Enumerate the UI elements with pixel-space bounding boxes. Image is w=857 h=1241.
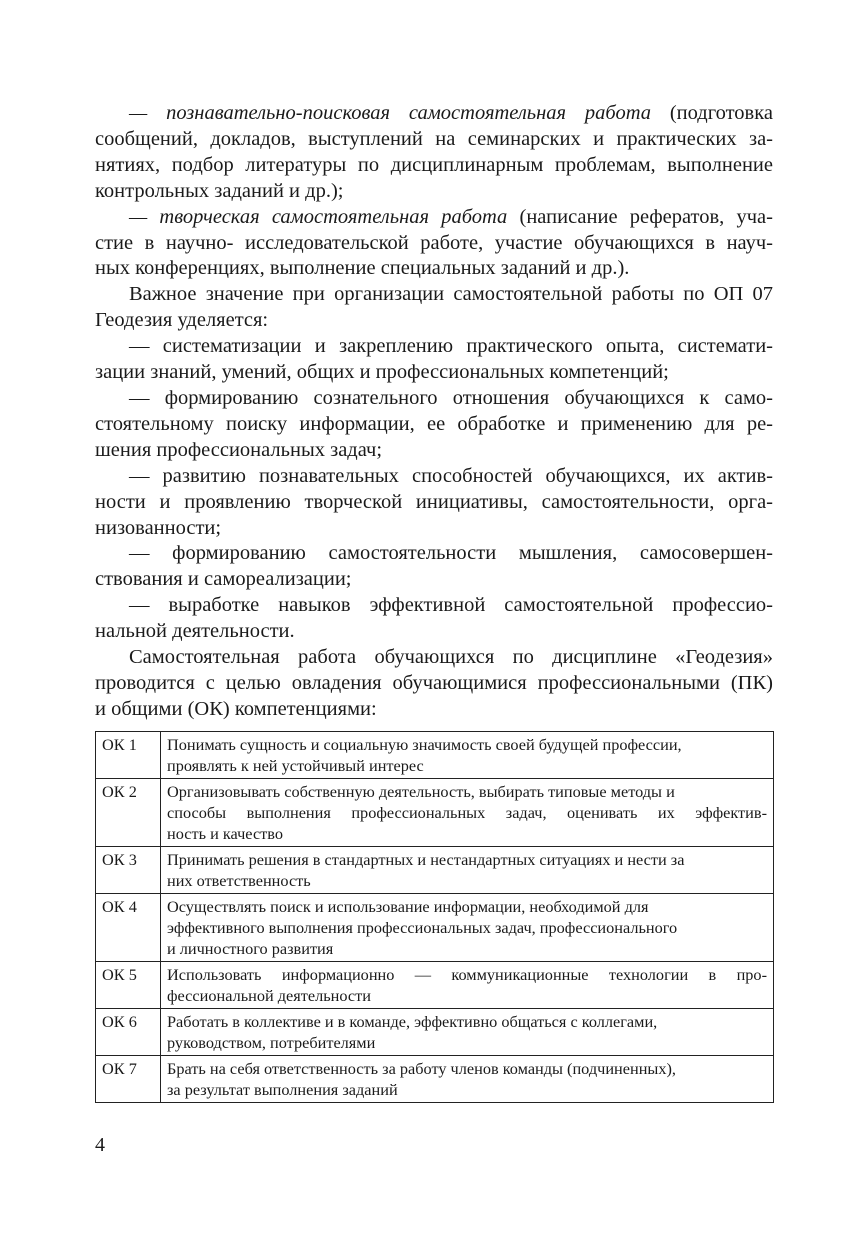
text-line <box>95 541 773 567</box>
competencies-table <box>95 731 774 1103</box>
description-line: ность и качество <box>167 824 283 843</box>
text-line <box>95 567 773 593</box>
text-line <box>95 645 773 671</box>
competency-description <box>161 1009 774 1056</box>
text-line <box>95 282 773 308</box>
competency-description <box>161 1056 774 1103</box>
text-line <box>95 308 773 334</box>
text-line <box>95 334 773 360</box>
text-line <box>95 593 773 619</box>
line-text: (подготовка <box>651 102 773 124</box>
text-line <box>95 205 773 231</box>
line-text: — систематизации и закреплению практического опыта, системати- <box>129 335 773 358</box>
text-line <box>95 360 773 386</box>
line-text: — формированию сознательного отношения обучающихся к само- <box>129 386 773 409</box>
table-row <box>96 1009 774 1056</box>
line-text: контрольных заданий и др.); <box>95 179 344 202</box>
line-text: — формированию самостоятельности мышления, самосовершен- <box>129 542 773 565</box>
line-text: — развитию познавательных способностей обучающихся, их актив- <box>129 464 773 487</box>
text-line <box>95 412 773 438</box>
text-line <box>95 697 773 723</box>
line-text: Самостоятельная работа обучающихся по дисциплине «Геодезия» <box>129 646 773 669</box>
body-text <box>95 101 773 723</box>
line-text: шения профессиональных задач; <box>95 438 383 461</box>
text-line <box>95 490 773 516</box>
line-text: нятиях, подбор литературы по дисциплинарным проблемам, выполнение <box>95 153 773 176</box>
line-text: ных конференциях, выполнение специальных заданий и др.). <box>95 257 630 280</box>
description-line: руководством, потребителями <box>167 1033 376 1052</box>
text-line <box>95 386 773 412</box>
italic-term: — творческая самостоятельная работа <box>129 205 508 228</box>
description-line: Работать в коллективе и в команде, эффективно общаться с коллегами, <box>167 1012 658 1031</box>
description-line: Принимать решения в стандартных и нестандартных ситуациях и нести за <box>167 850 685 869</box>
description-line: способы выполнения профессиональных задач, оценивать их эффектив- <box>167 803 767 822</box>
text-line <box>95 464 773 490</box>
table-row <box>96 847 774 894</box>
competency-code: ОК 5 <box>96 962 161 1009</box>
competency-code: ОК 6 <box>96 1009 161 1056</box>
table-row <box>96 732 774 779</box>
line-text: (написание рефератов, уча- <box>507 205 773 228</box>
line-text: Геодезия уделяется: <box>95 309 269 332</box>
line-text: Важное значение при организации самостоятельной работы по ОП 07 <box>129 283 773 306</box>
text-line <box>95 231 773 257</box>
table-row <box>96 894 774 962</box>
competency-description <box>161 732 774 779</box>
line-text: стоятельному поиску информации, ее обработке и применению для ре- <box>95 412 773 435</box>
description-line: и личностного развития <box>167 939 334 958</box>
text-line <box>95 179 773 205</box>
text-line <box>95 153 773 179</box>
competency-description <box>161 962 774 1009</box>
text-line <box>95 438 773 464</box>
description-line: Понимать сущность и социальную значимость своей будущей профессии, <box>167 735 682 754</box>
competency-code: ОК 3 <box>96 847 161 894</box>
line-text: — выработке навыков эффективной самостоятельной профессио- <box>129 594 773 617</box>
competency-code: ОК 1 <box>96 732 161 779</box>
description-line: Организовывать собственную деятельность, выбирать типовые методы и <box>167 782 675 801</box>
line-text: ствования и самореализации; <box>95 568 352 591</box>
competency-description <box>161 847 774 894</box>
competency-code: ОК 4 <box>96 894 161 962</box>
text-line <box>95 516 773 542</box>
competency-code: ОК 7 <box>96 1056 161 1103</box>
line-text: стие в научно- исследовательской работе, участие обучающихся в науч- <box>95 231 773 254</box>
table-row <box>96 962 774 1009</box>
table-row <box>96 1056 774 1103</box>
italic-term: — познавательно-поисковая самостоятельная работа <box>129 102 652 124</box>
competency-description <box>161 779 774 847</box>
description-line: Брать на себя ответственность за работу членов команды (подчиненных), <box>167 1059 676 1078</box>
line-text: нальной деятельности. <box>95 620 295 643</box>
text-line <box>95 671 773 697</box>
line-text: проводится с целью овладения обучающимися профессиональными (ПК) <box>95 671 773 694</box>
competency-code: ОК 2 <box>96 779 161 847</box>
description-line: Осуществлять поиск и использование информации, необходимой для <box>167 897 649 916</box>
description-line: эффективного выполнения профессиональных задач, профессионального <box>167 918 678 937</box>
description-line: за результат выполнения заданий <box>167 1080 398 1099</box>
table-row <box>96 779 774 847</box>
description-line: проявлять к ней устойчивый интерес <box>167 756 424 775</box>
line-text: сообщений, докладов, выступлений на семинарских и практических за- <box>95 127 773 150</box>
line-text: и общими (ОК) компетенциями: <box>95 697 377 720</box>
description-line: фессиональной деятельности <box>167 986 371 1005</box>
line-text: ности и проявлению творческой инициативы, самостоятельности, орга- <box>95 490 773 513</box>
page-number: 4 <box>95 1134 105 1156</box>
line-text: зации знаний, умений, общих и профессиональных компетенций; <box>95 361 669 384</box>
description-line: них ответственность <box>167 871 311 890</box>
text-line <box>95 101 773 127</box>
description-line: Использовать информационно — коммуникационные технологии в про- <box>167 965 767 984</box>
competency-description <box>161 894 774 962</box>
line-text: низованности; <box>95 516 222 539</box>
text-line <box>95 127 773 153</box>
text-line <box>95 619 773 645</box>
text-line <box>95 256 773 282</box>
